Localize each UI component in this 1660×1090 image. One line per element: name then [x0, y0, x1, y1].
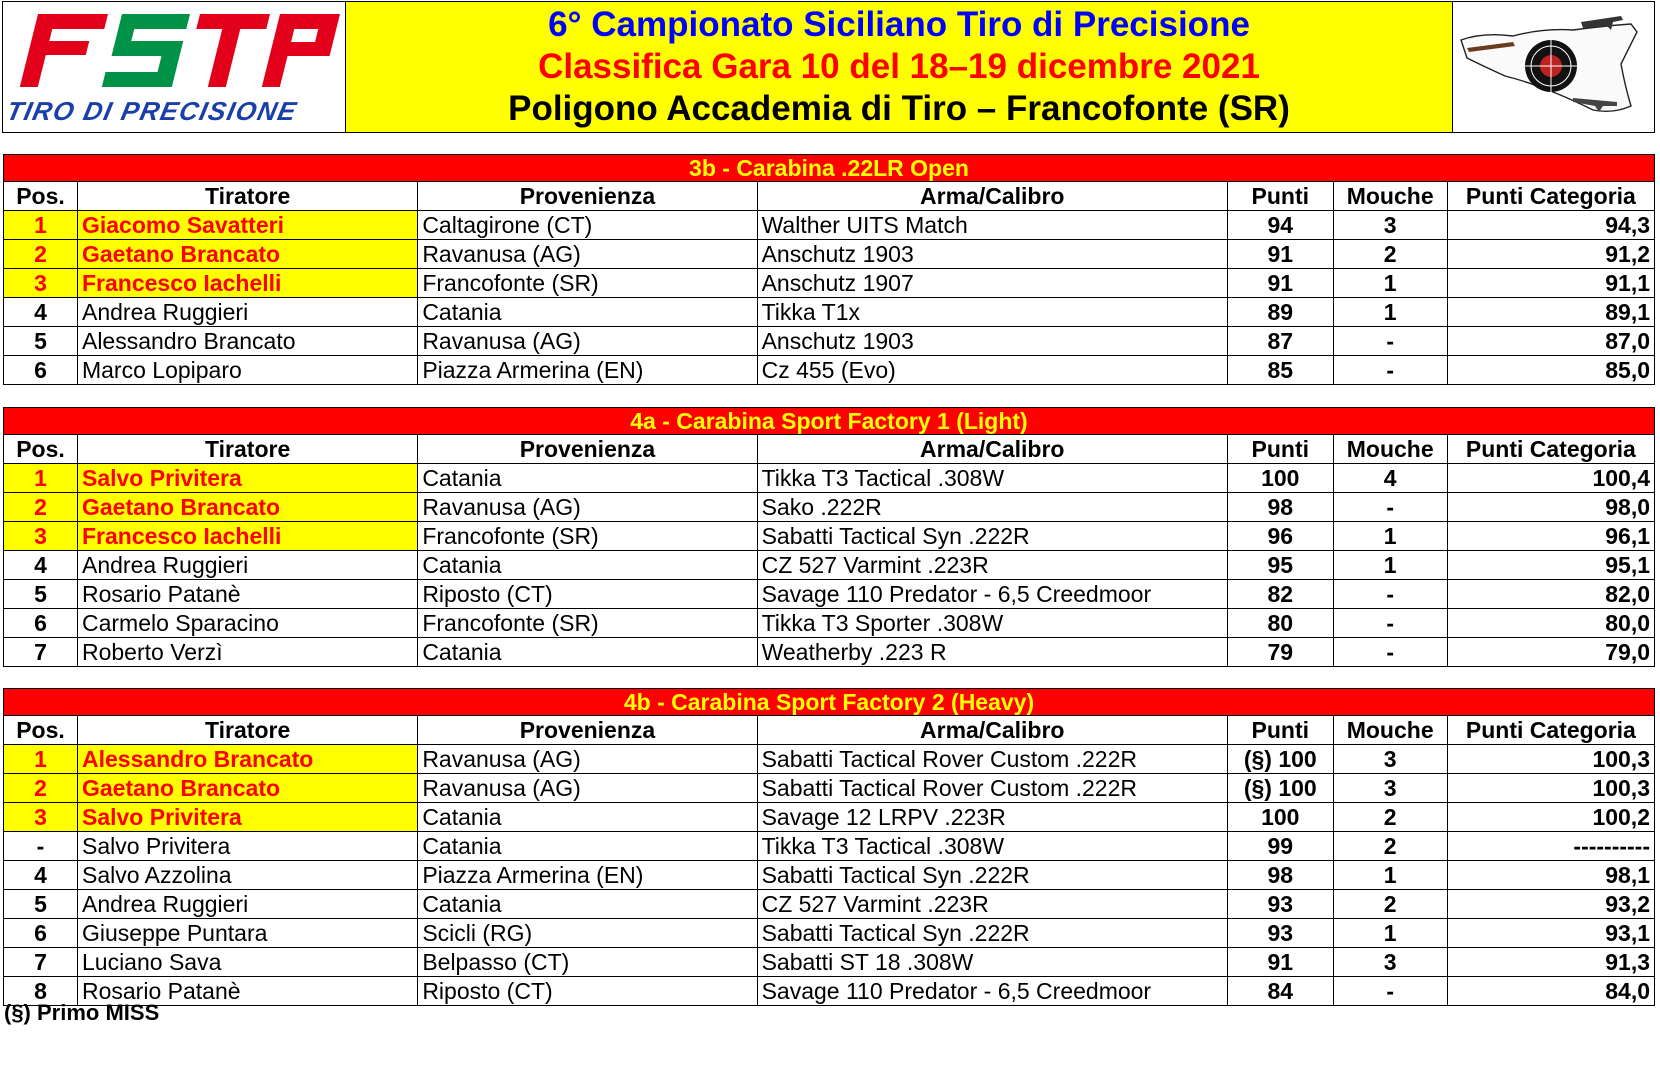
weapon-cell: Anschutz 1903 [757, 240, 1227, 269]
table-row [4, 464, 1655, 493]
origin-cell: Piazza Armerina (EN) [418, 356, 757, 385]
origin-cell: Catania [418, 890, 757, 919]
category-points-cell: 96,1 [1447, 522, 1654, 551]
col-header-arma: Arma/Calibro [757, 182, 1227, 211]
weapon-cell: Weatherby .223 R [757, 638, 1227, 667]
origin-cell: Catania [418, 464, 757, 493]
mouche-cell: 4 [1333, 464, 1447, 493]
column-header-row [4, 182, 1655, 211]
category-points-cell: 98,1 [1447, 861, 1654, 890]
col-header-provenienza: Provenienza [418, 716, 757, 745]
shooter-name-cell: Andrea Ruggieri [77, 298, 417, 327]
origin-cell: Ravanusa (AG) [418, 327, 757, 356]
position-cell: 5 [4, 580, 78, 609]
points-cell: 100 [1227, 803, 1333, 832]
col-header-punti: Punti [1227, 716, 1333, 745]
origin-cell: Catania [418, 803, 757, 832]
points-cell: 96 [1227, 522, 1333, 551]
table-row [4, 803, 1655, 832]
origin-cell: Catania [418, 832, 757, 861]
mouche-cell: - [1333, 327, 1447, 356]
logo-subtitle: TIRO DI PRECISIONE [3, 96, 301, 126]
points-cell: 91 [1227, 948, 1333, 977]
shooter-name-cell: Marco Lopiparo [77, 356, 417, 385]
table-row [4, 745, 1655, 774]
col-header-provenienza: Provenienza [418, 182, 757, 211]
points-cell: 87 [1227, 327, 1333, 356]
mouche-cell: 2 [1333, 240, 1447, 269]
table-row [4, 977, 1655, 1006]
category-header-row [4, 689, 1655, 716]
page-header [2, 1, 1655, 133]
origin-cell: Catania [418, 551, 757, 580]
shooter-name-cell: Roberto Verzì [77, 638, 417, 667]
shooter-name-cell: Salvo Privitera [77, 832, 417, 861]
category-points-cell: 95,1 [1447, 551, 1654, 580]
weapon-cell: Savage 110 Predator - 6,5 Creedmoor [757, 977, 1227, 1006]
mouche-cell: - [1333, 977, 1447, 1006]
shooter-name-cell: Carmelo Sparacino [77, 609, 417, 638]
fstp-logo [3, 2, 346, 132]
shooter-name-cell: Alessandro Brancato [77, 327, 417, 356]
table-row [4, 211, 1655, 240]
shooter-name-cell: Francesco Iachelli [77, 522, 417, 551]
weapon-cell: CZ 527 Varmint .223R [757, 551, 1227, 580]
category-points-cell: 82,0 [1447, 580, 1654, 609]
points-cell: 91 [1227, 240, 1333, 269]
category-points-cell: 79,0 [1447, 638, 1654, 667]
origin-cell: Catania [418, 638, 757, 667]
points-cell: 99 [1227, 832, 1333, 861]
category-points-cell: 80,0 [1447, 609, 1654, 638]
table-row [4, 832, 1655, 861]
position-cell: 3 [4, 522, 78, 551]
origin-cell: Francofonte (SR) [418, 609, 757, 638]
position-cell: 5 [4, 890, 78, 919]
category-title: 3b - Carabina .22LR Open [4, 155, 1655, 182]
sicily-map-logo [1453, 2, 1654, 132]
shooter-name-cell: Gaetano Brancato [77, 240, 417, 269]
category-points-cell: 100,2 [1447, 803, 1654, 832]
col-header-punti-categoria: Punti Categoria [1447, 716, 1654, 745]
table-row [4, 861, 1655, 890]
mouche-cell: 1 [1333, 522, 1447, 551]
mouche-cell: 3 [1333, 774, 1447, 803]
col-header-tiratore: Tiratore [77, 716, 417, 745]
mouche-cell: 3 [1333, 948, 1447, 977]
position-cell: 2 [4, 240, 78, 269]
weapon-cell: Sabatti Tactical Syn .222R [757, 861, 1227, 890]
venue-title: Poligono Accademia di Tiro – Francofonte (SR) [508, 89, 1290, 128]
table-row [4, 948, 1655, 977]
position-cell: 2 [4, 774, 78, 803]
points-cell: 91 [1227, 269, 1333, 298]
category-points-cell: 93,2 [1447, 890, 1654, 919]
table-row [4, 609, 1655, 638]
mouche-cell: 1 [1333, 551, 1447, 580]
category-points-cell: 100,4 [1447, 464, 1654, 493]
shooter-name-cell: Francesco Iachelli [77, 269, 417, 298]
table-row [4, 240, 1655, 269]
weapon-cell: Cz 455 (Evo) [757, 356, 1227, 385]
mouche-cell: - [1333, 493, 1447, 522]
origin-cell: Ravanusa (AG) [418, 745, 757, 774]
points-cell: 80 [1227, 609, 1333, 638]
category-points-cell: 84,0 [1447, 977, 1654, 1006]
points-cell: 95 [1227, 551, 1333, 580]
category-points-cell: 94,3 [1447, 211, 1654, 240]
table-row [4, 551, 1655, 580]
table-row [4, 919, 1655, 948]
origin-cell: Ravanusa (AG) [418, 240, 757, 269]
championship-title: 6° Campionato Siciliano Tiro di Precisione [548, 5, 1250, 44]
category-points-cell: 85,0 [1447, 356, 1654, 385]
category-table-4a [3, 407, 1655, 667]
points-cell: (§) 100 [1227, 745, 1333, 774]
position-cell: 2 [4, 493, 78, 522]
table-row [4, 298, 1655, 327]
mouche-cell: - [1333, 638, 1447, 667]
shooter-name-cell: Alessandro Brancato [77, 745, 417, 774]
category-table-3b [3, 154, 1655, 385]
points-cell: 98 [1227, 861, 1333, 890]
col-header-punti-categoria: Punti Categoria [1447, 182, 1654, 211]
position-cell: 1 [4, 464, 78, 493]
col-header-mouche: Mouche [1333, 182, 1447, 211]
position-cell: 1 [4, 745, 78, 774]
points-cell: 100 [1227, 464, 1333, 493]
footnote: (§) Primo MISS [4, 1000, 160, 1025]
points-cell: (§) 100 [1227, 774, 1333, 803]
weapon-cell: Sabatti ST 18 .308W [757, 948, 1227, 977]
category-points-cell: 91,1 [1447, 269, 1654, 298]
category-points-cell: 91,3 [1447, 948, 1654, 977]
origin-cell: Catania [418, 298, 757, 327]
table-row [4, 774, 1655, 803]
position-cell: 4 [4, 861, 78, 890]
col-header-punti: Punti [1227, 182, 1333, 211]
points-cell: 85 [1227, 356, 1333, 385]
points-cell: 98 [1227, 493, 1333, 522]
col-header-pos: Pos. [4, 435, 78, 464]
sicily-map-icon [1453, 2, 1651, 130]
table-row [4, 356, 1655, 385]
origin-cell: Ravanusa (AG) [418, 493, 757, 522]
weapon-cell: CZ 527 Varmint .223R [757, 890, 1227, 919]
weapon-cell: Anschutz 1903 [757, 327, 1227, 356]
position-cell: 3 [4, 269, 78, 298]
position-cell: 6 [4, 919, 78, 948]
category-table-4b [3, 688, 1655, 1006]
shooter-name-cell: Salvo Privitera [77, 464, 417, 493]
weapon-cell: Sabatti Tactical Syn .222R [757, 522, 1227, 551]
origin-cell: Francofonte (SR) [418, 269, 757, 298]
column-header-row [4, 435, 1655, 464]
category-header-row [4, 408, 1655, 435]
col-header-pos: Pos. [4, 182, 78, 211]
shooter-name-cell: Rosario Patanè [77, 580, 417, 609]
points-cell: 94 [1227, 211, 1333, 240]
table-row [4, 493, 1655, 522]
mouche-cell: 2 [1333, 803, 1447, 832]
points-cell: 82 [1227, 580, 1333, 609]
mouche-cell: 2 [1333, 890, 1447, 919]
weapon-cell: Savage 12 LRPV .223R [757, 803, 1227, 832]
shooter-name-cell: Giacomo Savatteri [77, 211, 417, 240]
position-cell: 4 [4, 298, 78, 327]
position-cell: 5 [4, 327, 78, 356]
mouche-cell: 1 [1333, 298, 1447, 327]
col-header-tiratore: Tiratore [77, 182, 417, 211]
table-row [4, 580, 1655, 609]
origin-cell: Belpasso (CT) [418, 948, 757, 977]
category-title: 4b - Carabina Sport Factory 2 (Heavy) [4, 689, 1655, 716]
weapon-cell: Tikka T3 Tactical .308W [757, 832, 1227, 861]
category-points-cell: 87,0 [1447, 327, 1654, 356]
table-row [4, 327, 1655, 356]
mouche-cell: - [1333, 356, 1447, 385]
points-cell: 93 [1227, 890, 1333, 919]
mouche-cell: 1 [1333, 269, 1447, 298]
shooter-name-cell: Andrea Ruggieri [77, 551, 417, 580]
mouche-cell: 1 [1333, 919, 1447, 948]
col-header-tiratore: Tiratore [77, 435, 417, 464]
category-points-cell: 91,2 [1447, 240, 1654, 269]
title-block [346, 2, 1453, 132]
origin-cell: Ravanusa (AG) [418, 774, 757, 803]
weapon-cell: Tikka T3 Sporter .308W [757, 609, 1227, 638]
ranking-title: Classifica Gara 10 del 18–19 dicembre 2021 [538, 47, 1260, 86]
weapon-cell: Walther UITS Match [757, 211, 1227, 240]
category-points-cell: 98,0 [1447, 493, 1654, 522]
origin-cell: Piazza Armerina (EN) [418, 861, 757, 890]
mouche-cell: 3 [1333, 211, 1447, 240]
mouche-cell: 2 [1333, 832, 1447, 861]
col-header-provenienza: Provenienza [418, 435, 757, 464]
weapon-cell: Sabatti Tactical Rover Custom .222R [757, 774, 1227, 803]
shooter-name-cell: Giuseppe Puntara [77, 919, 417, 948]
col-header-arma: Arma/Calibro [757, 716, 1227, 745]
category-points-cell: 89,1 [1447, 298, 1654, 327]
position-cell: 7 [4, 948, 78, 977]
shooter-name-cell: Luciano Sava [77, 948, 417, 977]
column-header-row [4, 716, 1655, 745]
origin-cell: Riposto (CT) [418, 977, 757, 1006]
category-points-cell: 100,3 [1447, 745, 1654, 774]
category-title: 4a - Carabina Sport Factory 1 (Light) [4, 408, 1655, 435]
shooter-name-cell: Rosario Patanè [77, 977, 417, 1006]
table-row [4, 890, 1655, 919]
shooter-name-cell: Andrea Ruggieri [77, 890, 417, 919]
category-header-row [4, 155, 1655, 182]
mouche-cell: - [1333, 609, 1447, 638]
position-cell: 6 [4, 609, 78, 638]
shooter-name-cell: Salvo Privitera [77, 803, 417, 832]
shooter-name-cell: Gaetano Brancato [77, 493, 417, 522]
col-header-mouche: Mouche [1333, 435, 1447, 464]
col-header-punti-categoria: Punti Categoria [1447, 435, 1654, 464]
points-cell: 79 [1227, 638, 1333, 667]
position-cell: - [4, 832, 78, 861]
table-row [4, 638, 1655, 667]
weapon-cell: Sako .222R [757, 493, 1227, 522]
category-points-cell: 93,1 [1447, 919, 1654, 948]
position-cell: 3 [4, 803, 78, 832]
origin-cell: Caltagirone (CT) [418, 211, 757, 240]
position-cell: 1 [4, 211, 78, 240]
mouche-cell: 1 [1333, 861, 1447, 890]
shooter-name-cell: Salvo Azzolina [77, 861, 417, 890]
origin-cell: Francofonte (SR) [418, 522, 757, 551]
points-cell: 93 [1227, 919, 1333, 948]
points-cell: 89 [1227, 298, 1333, 327]
weapon-cell: Sabatti Tactical Syn .222R [757, 919, 1227, 948]
table-row [4, 269, 1655, 298]
shooter-name-cell: Gaetano Brancato [77, 774, 417, 803]
position-cell: 6 [4, 356, 78, 385]
origin-cell: Riposto (CT) [418, 580, 757, 609]
category-points-cell: ---------- [1447, 832, 1654, 861]
weapon-cell: Savage 110 Predator - 6,5 Creedmoor [757, 580, 1227, 609]
mouche-cell: 3 [1333, 745, 1447, 774]
weapon-cell: Anschutz 1907 [757, 269, 1227, 298]
weapon-cell: Tikka T3 Tactical .308W [757, 464, 1227, 493]
col-header-mouche: Mouche [1333, 716, 1447, 745]
col-header-punti: Punti [1227, 435, 1333, 464]
points-cell: 84 [1227, 977, 1333, 1006]
col-header-arma: Arma/Calibro [757, 435, 1227, 464]
position-cell: 7 [4, 638, 78, 667]
position-cell: 8 [4, 977, 78, 1006]
table-row [4, 522, 1655, 551]
mouche-cell: - [1333, 580, 1447, 609]
col-header-pos: Pos. [4, 716, 78, 745]
origin-cell: Scicli (RG) [418, 919, 757, 948]
position-cell: 4 [4, 551, 78, 580]
category-points-cell: 100,3 [1447, 774, 1654, 803]
weapon-cell: Sabatti Tactical Rover Custom .222R [757, 745, 1227, 774]
weapon-cell: Tikka T1x [757, 298, 1227, 327]
